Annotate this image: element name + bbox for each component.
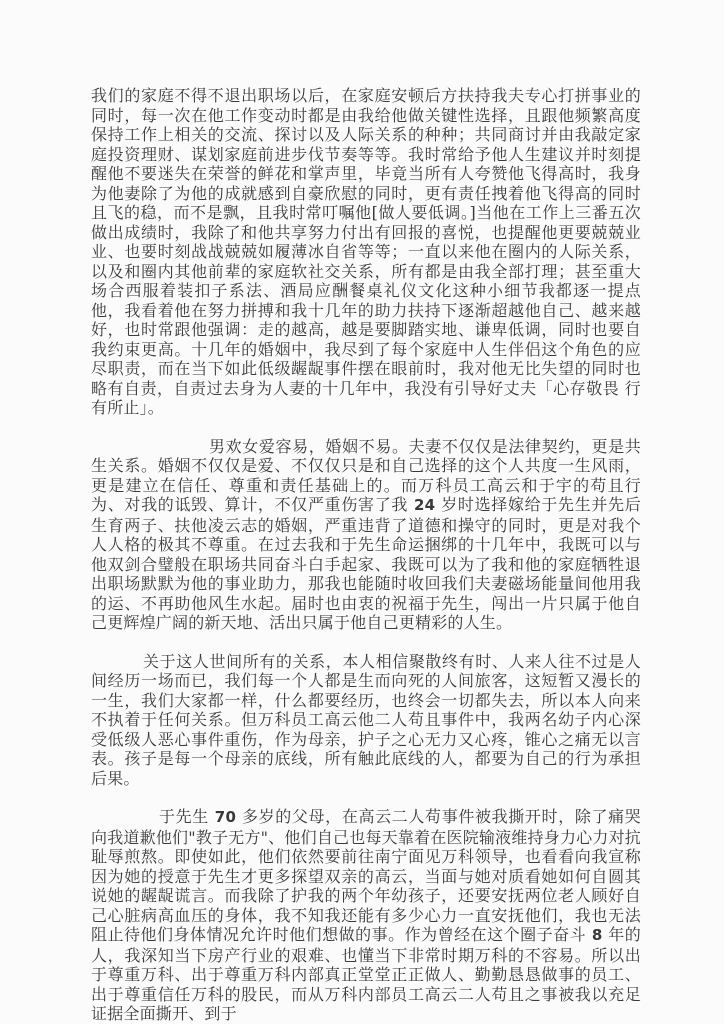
bold-number: 70 <box>208 808 242 826</box>
bold-number: 24 <box>408 496 442 514</box>
text-run: 岁时选择嫁给于先生并先后生育两子、扶他凌云志的婚姻，严重违背了道德和操守的同时，更是对我个人人格的极其不尊重。在过去我和于先生命运捆绑的十几年中，我既可以与他双剑合璧般在职场共同奋斗白手起家、我既可以为了我和他的家庭牺牲退出职场默默为他的事业助力，那我也能随时收回我们夫妻磁场能量间他用我的运、不再助他风生水起。届时也由衷的祝福于先生，闯出一片只属于他自己更辉煌广阔的新天地、活出只属于他自己更精彩的人生。 <box>91 495 642 632</box>
paragraph <box>91 652 641 789</box>
text-run: 年的人，我深知当下房产行业的艰难、也懂当下非常时期万科的不容易。所以出于尊重万科、出于尊重万科内部真正堂堂正正做人、勤勤恳恳做事的员工、出于尊重信任万科的股民，而从万科内部员工高云二人苟且之事被我以充足证据全面撕开、到于 <box>91 925 641 1023</box>
document-body <box>91 86 641 1024</box>
paragraph <box>91 86 641 418</box>
text-run: 男欢女爱容易，婚姻不易。夫妻不仅仅是法律契约，更是共生关系。婚姻不仅仅是爱、不仅仅只是和自己选择的这个人共度一生风雨，更是建立在信任、尊重和责任基础上的。而万科员工高云和于宇的苟且行为、对我的诋毁、算计，不仅严重伤害了我 <box>91 436 641 514</box>
text-run: 关于这人世间所有的关系，本人相信聚散终有时、人来人往不过是人间经历一场而已，我们每一个人都是生而向死的人间旅客，这短暂又漫长的一生，我们大家都一样，什么都要经历，也终会一切都失去，所以本人向来不执着于任何关系。但万科员工高云他二人苟且事件中，我两名幼子内心深受低级人恶心事件重伤，作为母亲，护子之心无力又心疼，锥心之痛无以言表。孩子是每一个母亲的底线，所有触此底线的人，都要为自己的行为承担后果。 <box>91 651 641 788</box>
text-run: 多岁的父母，在高云二人苟事件被我撕开时，除了痛哭向我道歉他们"教子无方"、他们自己也每天靠着在医院输液维持身力心力对抗耻辱煎熬。即使如此，他们依然要前往南宁面见万科领导，也看看向我宣称因为她的授意于先生才更多探望双亲的高云，当面与她对质看她如何自圆其说她的龌龊谎言。而我除了护我的两个年幼孩子，还要安抚两位老人顾好自己心脏病高血压的身体，我不知我还能有多少心力一直安抚他们，我也无法阻止待他们身体情况允许时他们想做的事。作为曾经在这个圈子奋斗 <box>91 807 641 944</box>
paragraph <box>91 437 641 633</box>
bold-number: 8 <box>586 926 609 944</box>
paragraph <box>91 807 641 1024</box>
text-run: 我们的家庭不得不退出职场以后，在家庭安顿后方扶持我夫专心打拼事业的同时，每一次在他工作变动时都是由我给他做关键性选择，且跟他频繁高度保持工作上相关的交流、探讨以及人际关系的种种；共同商讨并由我敲定家庭投资理财、谋划家庭前进步伐节奏等等。我时常给予他人生建议并时刻提醒他不要迷失在荣誉的鲜花和掌声里，毕竟当所有人夸赞他飞得高时，我身为他妻除了为他的成就感到自豪欣慰的同时，更有责任拽着他飞得高的同时且飞的稳，而不是飘，且我时常叮嘱他[做人要低调。]当他在工作上三番五次做出成绩时，我除了和他共享努力付出有回报的喜悦，也提醒他更要兢兢业业、也要时刻战战兢兢如履薄冰自省等等；一直以来他在圈内的人际关系，以及和圈内其他前辈的家庭软社交关系，所有都是由我全部打理；甚至重大场合西服着装扣子系法、酒局应酬餐桌礼仪文化这种小细节我都逐一提点他，我看着他在努力拼搏和我十几年的助力扶持下逐渐超越他自己、越来越好，也时常跟他强调：走的越高，越是要脚踏实地、谦卑低调，同时也要自我约束更高。十几年的婚姻中，我尽到了每个家庭中人生伴侣这个角色的应尽职责，而在当下如此低级龌龊事件摆在眼前时，我对他无比失望的同时也略有自责，自责过去身为人妻的十几年中，我没有引导好丈夫「心存敬畏 行有所止」。 <box>91 86 641 417</box>
text-run: 于先生 <box>159 807 209 826</box>
